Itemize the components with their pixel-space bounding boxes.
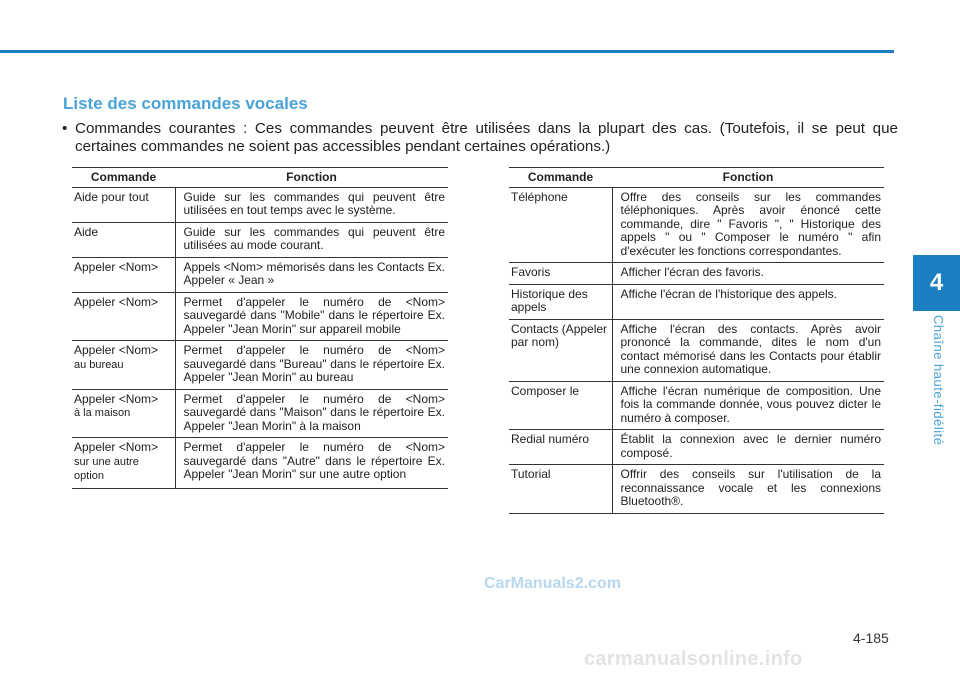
function-cell: Guide sur les commandes qui peuvent être utilisées en tout temps avec le système. (175, 187, 448, 222)
watermark-text: CarManuals2.com (484, 575, 621, 592)
table-row (509, 465, 884, 514)
function-cell: Guide sur les commandes qui peuvent être utilisées au mode courant. (175, 222, 448, 257)
chapter-tab: 4 (913, 255, 960, 311)
command-text: Aide (74, 224, 99, 239)
command-subtext: sur une autre option (74, 455, 139, 482)
command-cell: Redial numéro (509, 430, 612, 465)
table-row (509, 430, 884, 465)
function-cell: Permet d'appeler le numéro de <Nom> sauvegardé dans "Autre" dans le répertoire Ex. Appeler "Jean Morin" sur une autre option (175, 438, 448, 489)
command-cell (72, 389, 175, 438)
column-header-fonction: Fonction (612, 168, 884, 188)
column-header-commande: Commande (72, 168, 175, 188)
function-cell: Établit la connexion avec le dernier numéro composé. (612, 430, 884, 465)
table-row (72, 438, 448, 489)
command-cell (72, 187, 175, 222)
function-cell: Appels <Nom> mémorisés dans les Contacts Ex. Appeler « Jean » (175, 257, 448, 292)
command-cell: Tutorial (509, 465, 612, 514)
command-text: Appeler <Nom> (74, 440, 159, 454)
section-title: Liste des commandes vocales (63, 94, 308, 113)
table-row (72, 257, 448, 292)
function-cell: Afficher l'écran des favoris. (612, 263, 884, 285)
command-cell (72, 257, 175, 292)
table-row (72, 341, 448, 390)
table-row (509, 381, 884, 430)
command-text: Aide pour tout (74, 189, 149, 204)
column-header-commande: Commande (509, 168, 612, 188)
function-cell: Affiche l'écran des contacts. Après avoir prononcé la commande, dites le nom d'un contact mémorisé dans les Contacts pour établir une connexion automatique. (612, 319, 884, 381)
command-cell (72, 341, 175, 390)
table-row (72, 222, 448, 257)
table-row (72, 389, 448, 438)
table-header-row (72, 168, 448, 188)
command-cell: Composer le (509, 381, 612, 430)
command-cell: Favoris (509, 263, 612, 285)
command-cell (72, 222, 175, 257)
table-header-row (509, 168, 884, 188)
table-row (509, 319, 884, 381)
function-cell: Permet d'appeler le numéro de <Nom> sauvegardé dans "Mobile" dans le répertoire Ex. Appeler "Jean Morin" sur appareil mobile (175, 292, 448, 341)
table-row (72, 187, 448, 222)
function-cell: Offrir des conseils sur l'utilisation de la reconnaissance vocale et les connexions Bluetooth®. (612, 465, 884, 514)
command-text: Appeler <Nom> (74, 294, 159, 309)
bullet-text: Commandes courantes : Ces commandes peuvent être utilisées dans la plupart des cas. (Toutefois, il se peut que certaines commandes ne soient pas accessibles pendant certaines opérations.) (75, 120, 898, 155)
command-text: Appeler <Nom> (74, 343, 159, 357)
function-cell: Permet d'appeler le numéro de <Nom> sauvegardé dans "Maison" dans le répertoire Ex. Appeler "Jean Morin" à la maison (175, 389, 448, 438)
command-cell (72, 292, 175, 341)
command-table-right (509, 167, 884, 514)
function-cell: Affiche l'écran numérique de composition. Une fois la commande donnée, vous pouvez dicter le numéro à composer. (612, 381, 884, 430)
command-cell (72, 438, 175, 489)
bullet-marker: • (62, 120, 68, 137)
function-cell: Affiche l'écran de l'historique des appels. (612, 284, 884, 319)
command-table-left (72, 167, 448, 489)
table-row (509, 187, 884, 263)
command-cell: Téléphone (509, 187, 612, 263)
column-header-fonction: Fonction (175, 168, 448, 188)
command-cell: Contacts (Appeler par nom) (509, 319, 612, 381)
bullet-paragraph (62, 120, 898, 156)
page-number: 4-185 (853, 630, 889, 646)
table-row (72, 292, 448, 341)
command-text: Appeler <Nom> (74, 391, 159, 406)
table-row (509, 284, 884, 319)
command-cell: Historique des appels (509, 284, 612, 319)
top-rule (0, 50, 894, 53)
command-subtext: à la maison (74, 407, 131, 419)
command-subtext: au bureau (74, 358, 124, 371)
table-row (509, 263, 884, 285)
function-cell: Offre des conseils sur les commandes téléphoniques. Après avoir énoncé cette commande, dire " Favoris ", " Historique des appels " ou " Composer le numéro " afin d'exécuter les fonctions correspondantes. (612, 187, 884, 263)
function-cell: Permet d'appeler le numéro de <Nom> sauvegardé dans "Bureau" dans le répertoire Ex. Appeler "Jean Morin" au bureau (175, 341, 448, 390)
chapter-label: Chaîne haute-fidélité (931, 315, 946, 446)
command-text: Appeler <Nom> (74, 259, 159, 274)
footer-watermark: carmanualsonline.info (584, 648, 803, 670)
